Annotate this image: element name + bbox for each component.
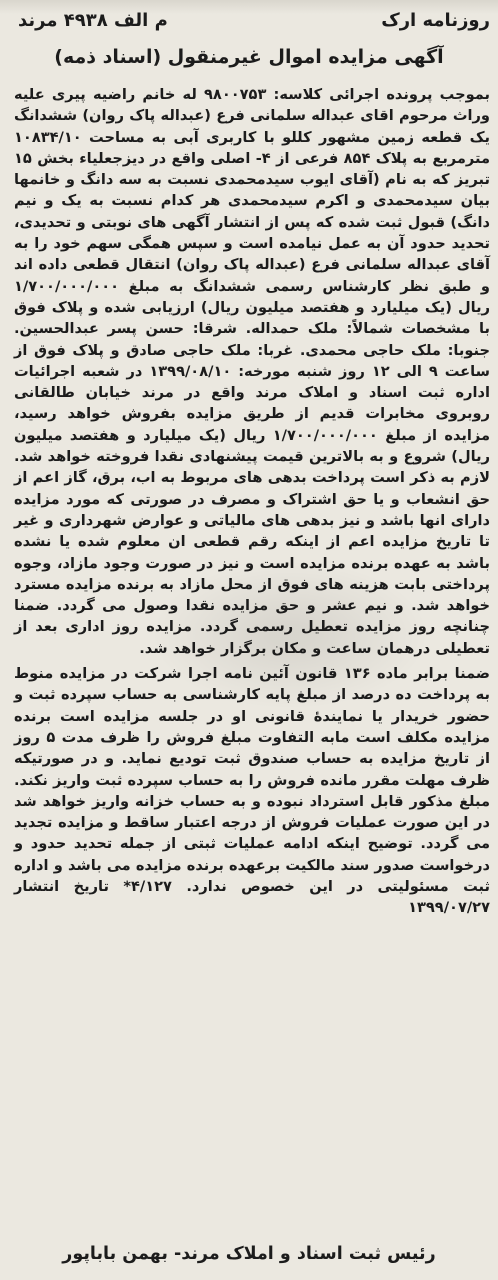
ad-code: م الف ۴۹۳۸ مرند [18, 10, 168, 31]
notice-title: آگهی مزایده اموال غیرمنقول (اسناد ذمه) [54, 46, 444, 68]
paragraph-2: ضمنا برابر ماده ۱۳۶ قانون آئین نامه اجرا شرکت در مزایده منوط به پرداخت ده درصد از مبلغ پایه کارشناسی به حساب سپرده ثبت و حضور خریدار یا نمایندهٔ قانونی او در جلسه مزایده است برنده مزایده مکلف است مابه التفاوت مبلغ فروش را ظرف مدت ۵ روز از تاریخ مزایده به حساب صندوق ثبت تودیع نماید. و در صورتیکه ظرف مهلت مقرر مانده فروش را به حساب سپرده ثبت واریز نکند. مبلغ مذکور قابل استرداد نبوده و به حساب خزانه واریز خواهد شد در این صورت عملیات فروش از درجه اعتبار ساقط و مزایده تجدید می گردد. توضیح اینکه ادامه عملیات ثبتی از جمله تحدید حدود و درخواست صدور سند مالکیت برعهده برنده مزایده می باشد و اداره ثبت مسئولیتی در این خصوص ندارد. ۴/۱۲۷* تاریخ انتشار ۱۳۹۹/۰۷/۲۷ [14, 665, 490, 917]
notice-body [14, 84, 490, 919]
paragraph-1: بموجب پرونده اجرائی کلاسه: ۹۸۰۰۷۵۳ له خانم راضیه پیری علیه وراث مرحوم اقای عبداله سلمانی فرع (عبداله پاک روان) ششدانگ یک قطعه زمین مشهور کللو با کاربری آبی به مساحت ۱۰۸۳۴/۱۰ مترمربع به پلاک ۸۵۴ فرعی از ۴- اصلی واقع در دیزجعلیاء بخش ۱۵ تبریز که به نام (آقای ایوب سیدمحمدی نسبت به سه دانگ و خانمها بیان سیدمحمدی و اکرم سیدمحمدی هر کدام نسبت به یک و نیم دانگ) قبول ثبت شده که پس از انتشار آگهی های نوبتی و تحدیدی، تحدید حدود آن به عمل نیامده است و سپس همگی سهم خود را به آقای عبداله سلمانی فرع (عبداله پاک روان) انتقال قطعی داده اند و طبق نظر کارشناس رسمی ششدانگ به مبلغ ۱/۷۰۰/۰۰۰/۰۰۰ ریال (یک میلیارد و هفتصد میلیون ریال) ارزیابی شده و پلاک فوق با مشخصات شمالاً: ملک حمداله. شرقا: حسن پسر عبدالحسین. جنوبا: ملک حاجی محمدی. غربا: ملک حاجی صادق و پلاک فوق از ساعت ۹ الی ۱۲ روز شنبه مورخه: ۱۳۹۹/۰۸/۱۰ در شعبه اجرائیات اداره ثبت اسناد و املاک مرند واقع در مرند خیابان طالقانی روبروی مخابرات قدیم از طریق مزایده بفروش خواهد رسید، مزایده از مبلغ ۱/۷۰۰/۰۰۰/۰۰۰ ریال (یک میلیارد و هفتصد میلیون ریال) شروع و به بالاترین قیمت پیشنهادی نقدا فروخته خواهد شد. لازم به ذکر است پرداخت بدهی های مربوط به اب، برق، گاز اعم از حق انشعاب و یا حق اشتراک و مصرف در صورتی که مورد مزایده دارای انها باشد و نیز بدهی های مالیاتی و عوارض شهرداری و غیر تا تاریخ مزایده اعم از اینکه رقم قطعی ان معلوم شده یا نشده باشد به عهده برنده مزایده است و نیز در صورت وجود مازاد، وجوه پرداختی بابت هزینه های فوق از محل مازاد به برنده مزایده مسترد خواهد شد. و نیم عشر و حق مزایده نقدا وصول می گردد. ضمنا چنانچه روز مزایده تعطیل رسمی گردد. مزایده روز اداری بعد از تعطیلی درهمان ساعت و مکان برگزار خواهد شد. [14, 86, 491, 657]
header [18, 10, 490, 31]
newspaper-name: روزنامه ارک [381, 10, 490, 31]
signature: رئیس ثبت اسناد و املاک مرند- بهمن باباپور [62, 1244, 436, 1264]
